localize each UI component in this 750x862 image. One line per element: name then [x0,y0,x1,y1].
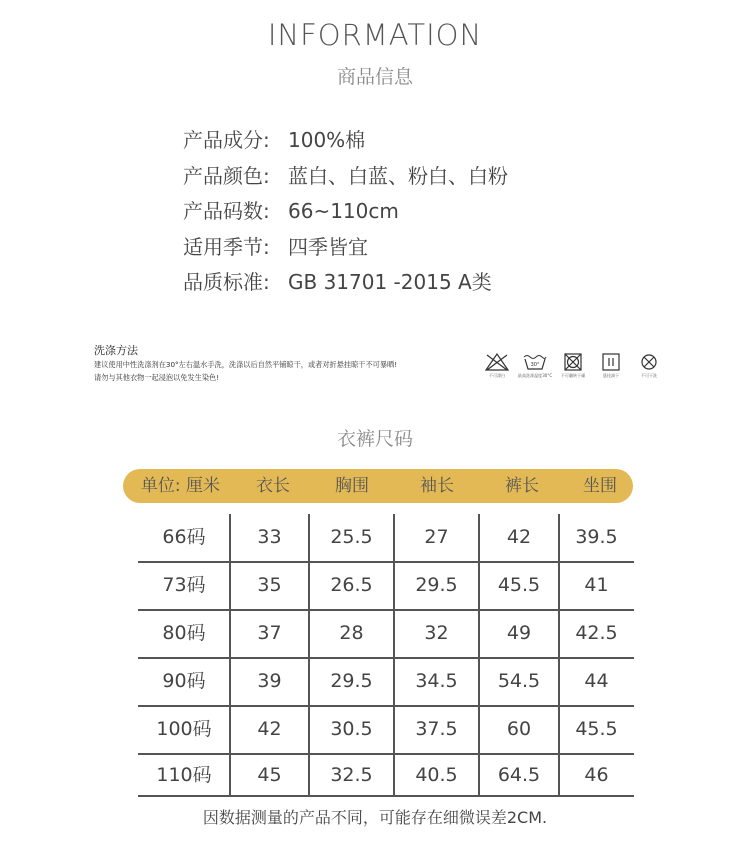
size-table-header [123,469,633,503]
section-title-cn: 商品信息 [336,66,413,88]
wash-icon-label: 悬挂滴干 [602,374,620,379]
info-row-material [183,124,508,160]
info-label: 产品码数: [183,199,270,223]
footnote: 因数据测量的产品不同，可能存在细微误差2CM. [202,808,548,827]
info-value: 100%棉 [288,128,366,152]
table-cell: 42.5 [575,622,618,644]
wash-icon-label: 不可干洗 [640,374,658,379]
size-label-cell: 100码 [156,718,212,740]
table-cell: 39 [257,670,282,692]
header-length: 衣长 [256,476,290,496]
table-cell: 39.5 [575,526,618,548]
table-cell: 37.5 [415,718,458,740]
table-cell: 60 [506,718,532,740]
no-tumble-dry-icon [554,353,592,379]
wash-icon-label: 不可翻转干燥 [560,374,586,379]
table-cell: 42 [257,718,282,740]
info-label: 产品颜色: [183,163,270,188]
no-bleach-icon [478,353,516,379]
info-row-standard [183,266,508,302]
info-value: 66~110cm [288,199,399,223]
wash-text-line1: 建议使用中性洗涤剂在30°左右温水手洗，洗涤以后自然平铺晾干，或者对折悬挂晾干不可暴晒! [94,360,398,369]
wash-30-icon [516,353,554,379]
table-cell: 32 [424,622,449,644]
table-cell: 45.5 [497,574,541,596]
table-cell: 37 [257,622,282,644]
table-cell: 29.5 [330,670,373,692]
table-cell: 46 [584,764,609,786]
table-cell: 44 [584,670,609,692]
table-cell: 30.5 [330,718,373,740]
table-cell: 26.5 [330,574,373,596]
product-info-list [183,124,508,302]
info-label: 产品成分: [183,128,270,152]
table-cell: 64.5 [497,764,541,786]
section-title-en: INFORMATION [267,18,483,52]
wash-temp-label: 30° [530,362,540,368]
table-cell: 32.5 [330,764,373,786]
header-sleeve: 袖长 [420,476,454,496]
wash-icon-label: 最高洗涤温度30°C [517,374,553,379]
table-cell: 42 [506,526,532,548]
wash-icons [478,353,668,389]
size-label-cell: 66码 [162,526,206,548]
wash-text-line2: 请勿与其他衣物一起浸泡以免发生染色! [94,373,220,382]
size-table-title: 衣裤尺码 [336,428,413,450]
header-unit: 单位: 厘米 [140,476,221,496]
info-label: 品质标准: [183,270,270,294]
table-cell: 45.5 [575,718,618,740]
size-table [138,514,634,796]
info-value: GB 31701 -2015 A类 [288,270,492,294]
table-cell: 45 [257,764,282,786]
table-cell: 25.5 [330,526,373,548]
table-cell: 54.5 [497,670,541,692]
size-label-cell: 73码 [162,574,206,596]
wash-instructions [94,343,664,389]
header-chest: 胸围 [335,476,369,496]
info-value: 蓝白、白蓝、粉白、白粉 [288,163,508,188]
table-cell: 27 [424,526,449,548]
size-label-cell: 110码 [156,764,212,786]
size-label-cell: 90码 [162,670,206,692]
table-cell: 40.5 [415,764,458,786]
table-cell: 49 [506,622,532,644]
size-label-cell: 80码 [162,622,206,644]
table-cell: 41 [584,574,609,596]
wash-title: 洗涤方法 [94,344,138,357]
table-cell: 34.5 [415,670,458,692]
table-cell: 33 [257,526,282,548]
hang-dry-icon [592,353,630,379]
wash-icon-label: 不可漂白 [488,374,506,379]
info-value: 四季皆宜 [288,234,368,259]
info-row-color [183,160,508,196]
header-pants-length: 裤长 [505,476,539,496]
info-label: 适用季节: [183,234,270,259]
table-cell: 28 [339,622,364,644]
table-cell: 35 [257,574,282,596]
info-row-season [183,231,508,267]
info-row-size [183,195,508,231]
header-hip: 坐围 [583,476,617,496]
table-cell: 29.5 [415,574,458,596]
no-dry-clean-icon [630,353,668,379]
